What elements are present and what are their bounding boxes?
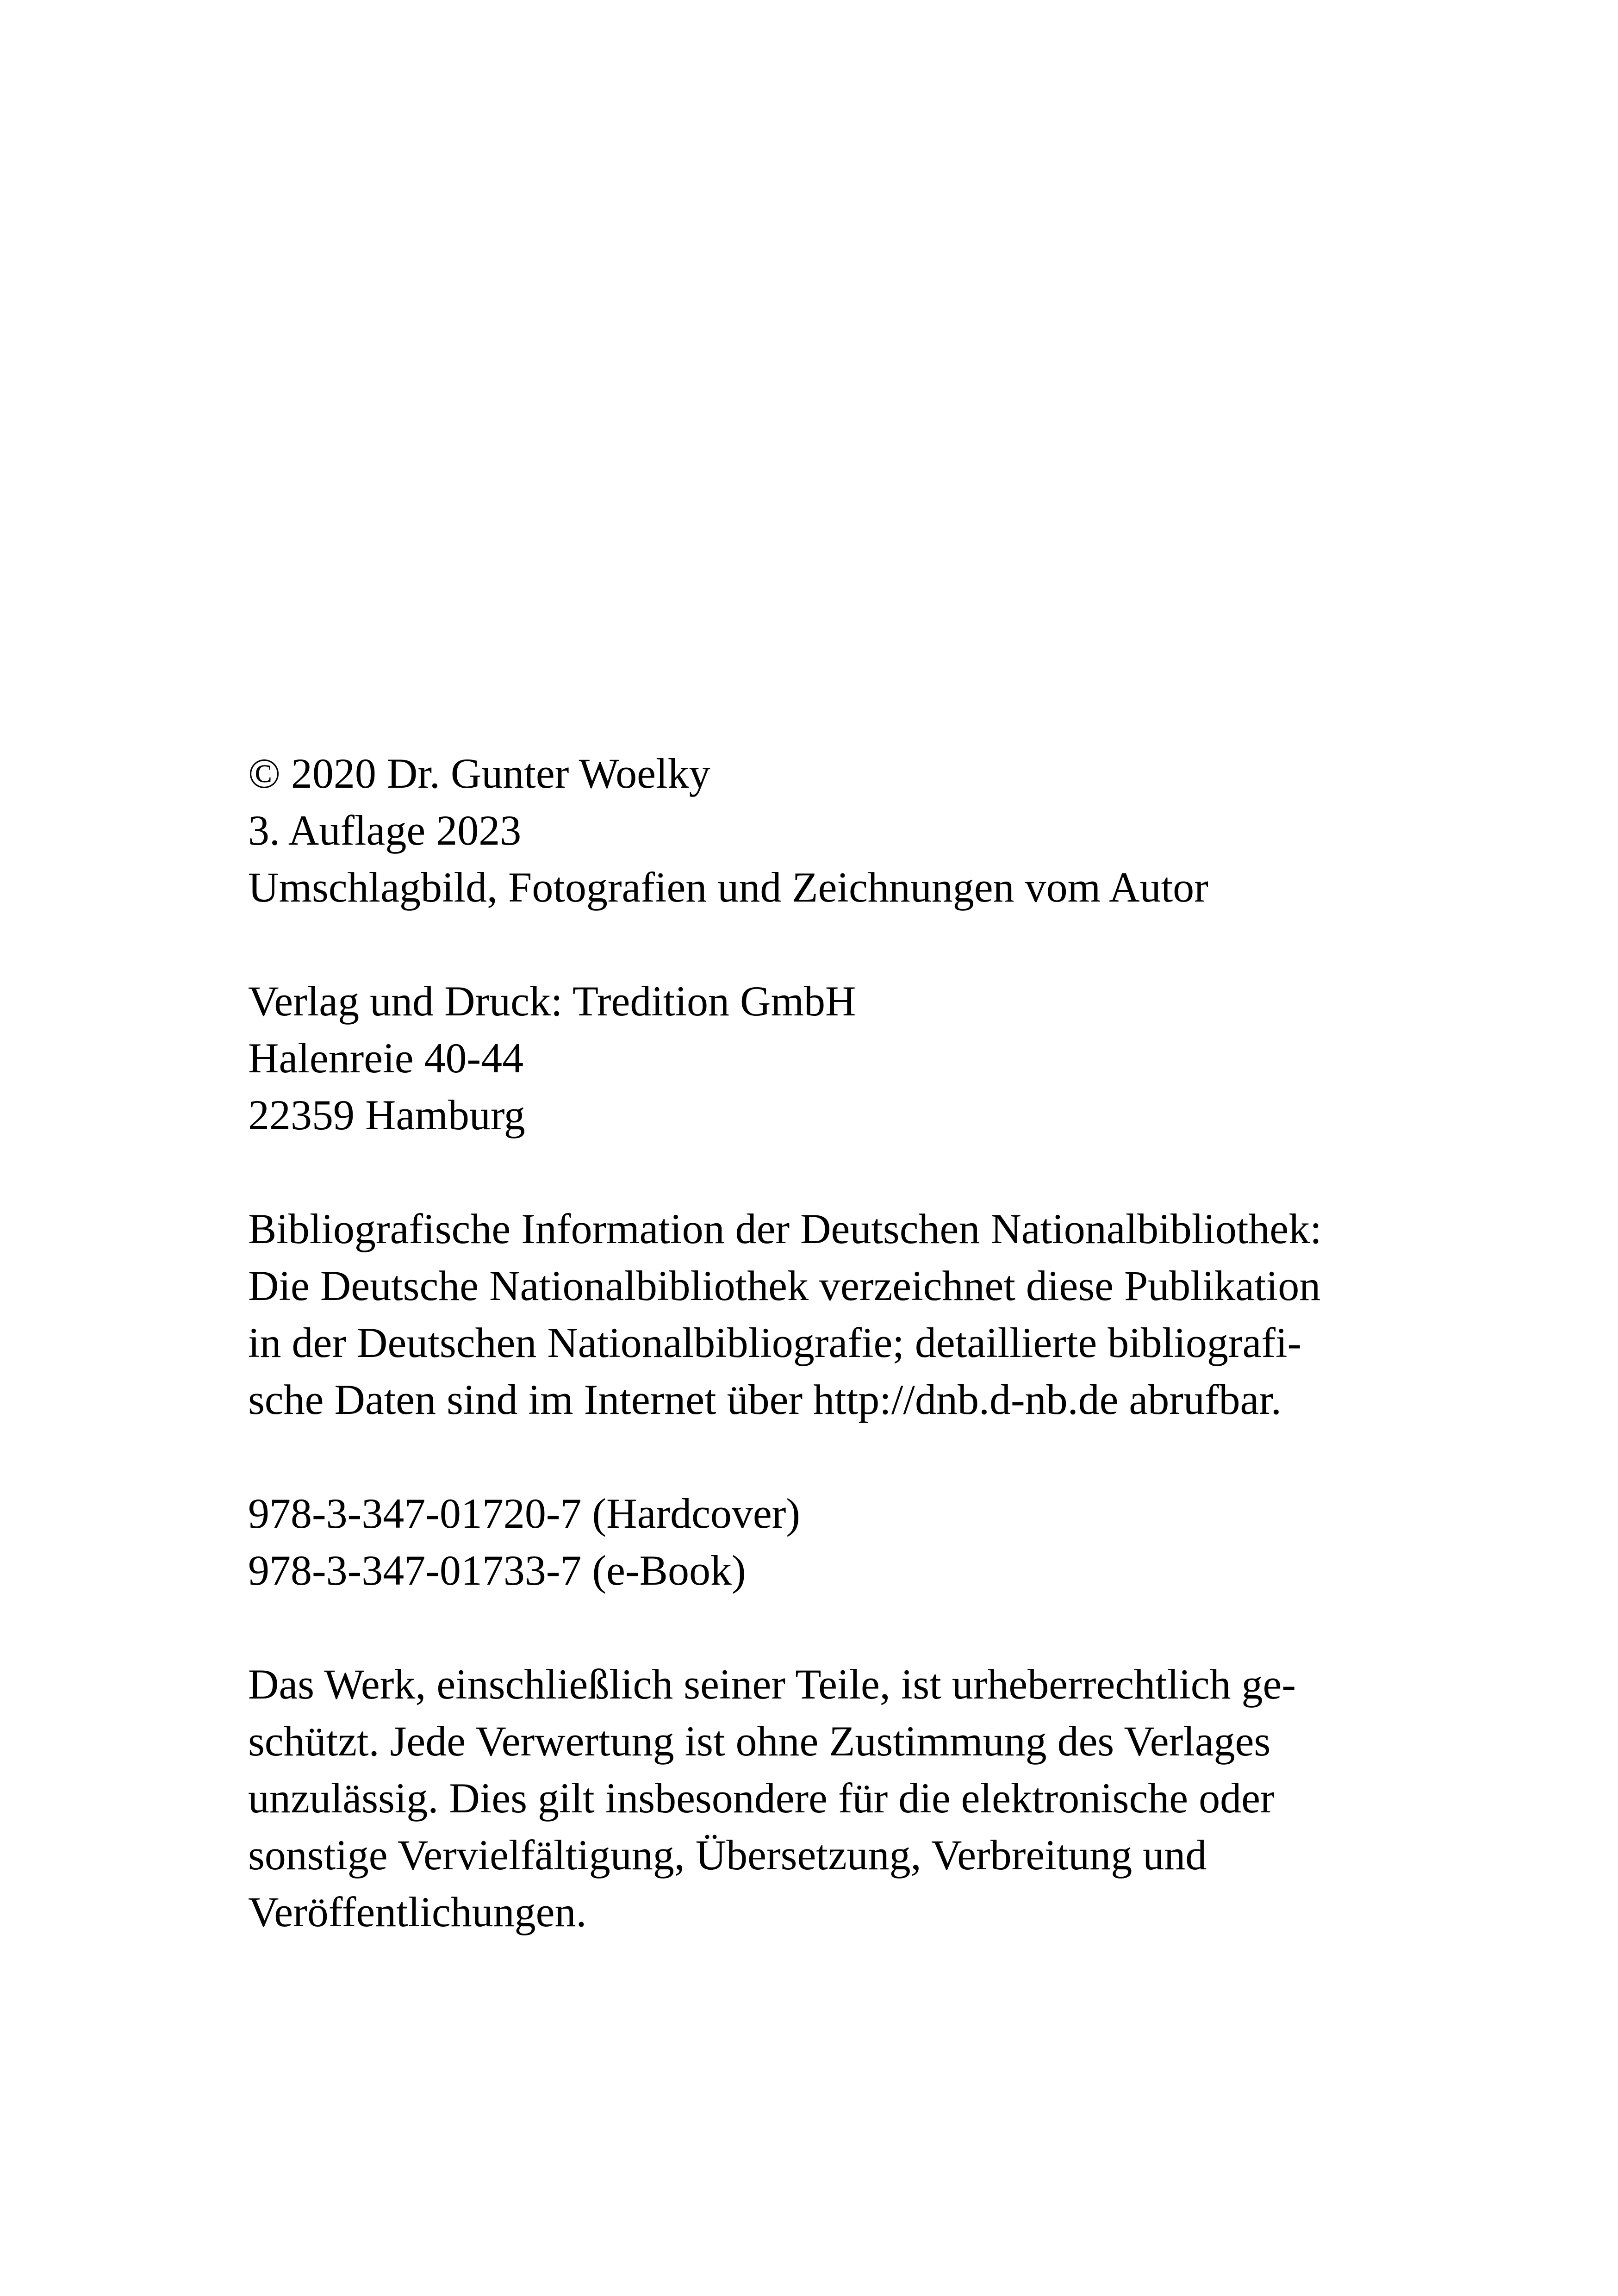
rights-line: schützt. Jede Verwertung ist ohne Zustimmung des Verlages bbox=[248, 1717, 1271, 1765]
publisher-name: Verlag und Druck: Tredition GmbH bbox=[248, 977, 856, 1025]
bibliography-line: Bibliografische Information der Deutschen Nationalbibliothek: bbox=[248, 1205, 1322, 1252]
publisher-city: 22359 Hamburg bbox=[248, 1091, 525, 1139]
rights-line: sonstige Vervielfältigung, Übersetzung, Verbreitung und bbox=[248, 1831, 1207, 1879]
copyright-line: © 2020 Dr. Gunter Woelky bbox=[248, 750, 710, 797]
isbn-block bbox=[248, 1485, 1433, 1599]
rights-line: unzulässig. Dies gilt insbesondere für die elektronische oder bbox=[248, 1774, 1275, 1822]
copyright-block bbox=[248, 745, 1433, 916]
edition-line: 3. Auflage 2023 bbox=[248, 807, 522, 854]
bibliography-line: in der Deutschen Nationalbibliografie; detaillierte bibliografi- bbox=[248, 1319, 1302, 1366]
rights-block bbox=[248, 1656, 1433, 1941]
rights-line: Veröffentlichungen. bbox=[248, 1888, 587, 1935]
credits-line: Umschlagbild, Fotografien und Zeichnungen vom Autor bbox=[248, 864, 1208, 911]
isbn-ebook: 978-3-347-01733-7 (e-Book) bbox=[248, 1547, 746, 1594]
publisher-street: Halenreie 40-44 bbox=[248, 1034, 524, 1082]
bibliography-block bbox=[248, 1201, 1433, 1428]
isbn-hardcover: 978-3-347-01720-7 (Hardcover) bbox=[248, 1490, 801, 1537]
publisher-block bbox=[248, 973, 1433, 1144]
bibliography-line: sche Daten sind im Internet über http://dnb.d-nb.de abrufbar. bbox=[248, 1376, 1282, 1423]
rights-line: Das Werk, einschließlich seiner Teile, ist urheberrechtlich ge- bbox=[248, 1661, 1296, 1708]
bibliography-line: Die Deutsche Nationalbibliothek verzeichnet diese Publikation bbox=[248, 1262, 1321, 1309]
imprint-text bbox=[248, 745, 1433, 1997]
